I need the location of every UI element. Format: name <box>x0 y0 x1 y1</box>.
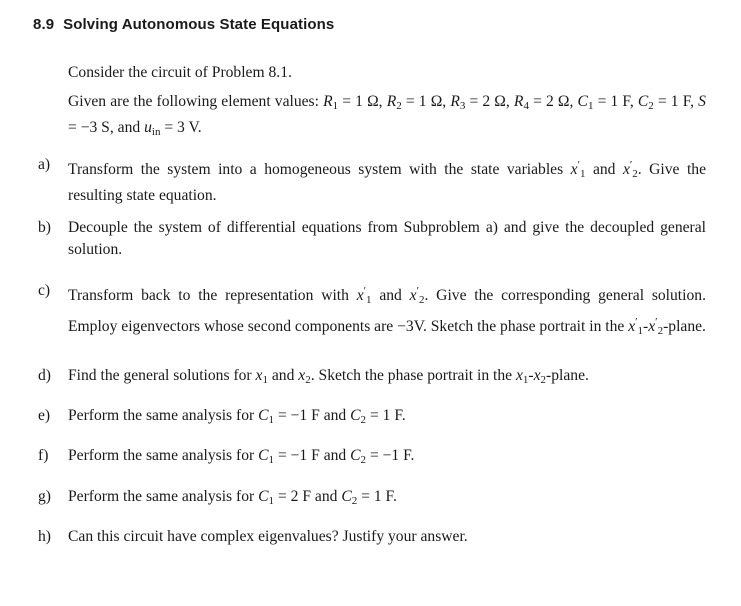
item-text: and <box>323 447 347 464</box>
item-text: -plane. <box>546 367 589 384</box>
subproblem-h <box>38 526 706 548</box>
item-value: = −1 F <box>277 407 320 424</box>
item-text: Decouple the system of differential equations from Subproblem a) and give the decoupled general solution. <box>68 219 706 258</box>
item-text: and <box>592 161 616 178</box>
value-r4: = 2 Ω, <box>533 93 574 110</box>
subproblem-a: a) Transform the system into a homogeneous system with the state variables $x'_1$ and $x'_2$. Give the resulting state equation. <box>38 156 706 204</box>
item-label: h) <box>38 528 51 545</box>
subproblem-e: e) Perform the same analysis for $C_1 = -1$ F and $C_2 = 1$ F. <box>38 407 406 426</box>
item-text: and <box>271 367 295 384</box>
item-text: and <box>379 287 402 304</box>
given-prefix: Given are the following element values: <box>68 93 319 110</box>
item-text: Perform the same analysis for <box>68 488 255 505</box>
item-label: a) <box>38 156 51 173</box>
subproblem-f: f) Perform the same analysis for $C_1 = -1$ F and $C_2 = -1$ F. <box>38 447 415 466</box>
item-text: . Give the corresponding general solution. Employ eigenvectors whose second components are −3V. Sketch the phase portrait in the <box>68 287 706 335</box>
subproblem-d: d) Find the general solutions for $x_1$ and $x_2$. Sketch the phase portrait in the $x_1-x_2$-plane. <box>38 367 589 386</box>
and-word: and <box>117 119 141 136</box>
subproblem-b <box>38 217 706 261</box>
given-values: Given are the following element values: $R_1 = 1$ Ω, $R_2 = 1$ Ω, $R_3 = 2$ Ω, $R_4 = 2$ Ω, $C_1 = 1$ F, $C_2 = 1$ F, S = −3 S, and $u_{in} = 3$ V. <box>68 93 706 138</box>
item-text: . Sketch the phase portrait in the <box>310 367 513 384</box>
item-label: b) <box>38 219 51 236</box>
item-text: Perform the same analysis for <box>68 447 255 464</box>
subproblem-c: c) Transform back to the representation with $x'_1$ and $x'_2$. Give the corresponding general solution. Employ eigenvectors whose second components are −3V. Sketch the phase portrait in the $x'_1-x'_2$-plane. <box>38 282 706 337</box>
intro-text: Consider the circuit of Problem 8.1. <box>68 64 292 81</box>
item-label: e) <box>38 407 51 424</box>
intro-line <box>68 62 706 84</box>
item-text: . Give the resulting state equation. <box>68 161 706 204</box>
item-value: = −1 F. <box>369 447 415 464</box>
item-label: f) <box>38 447 49 464</box>
item-text: Can this circuit have complex eigenvalues? Justify your answer. <box>68 528 468 545</box>
value-c2: = 1 F, <box>657 93 695 110</box>
problem-title: Solving Autonomous State Equations <box>63 16 335 33</box>
value-r1: = 1 Ω, <box>342 93 383 110</box>
item-text: Transform back to the representation with <box>68 287 349 304</box>
value-r3: = 2 Ω, <box>469 93 510 110</box>
item-value: = 1 F. <box>361 488 397 505</box>
item-value: = 2 F <box>277 488 311 505</box>
item-text: and <box>323 407 347 424</box>
item-text: Find the general solutions for <box>68 367 252 384</box>
value-r2: = 1 Ω, <box>405 93 447 110</box>
item-text: Transform the system into a homogeneous system with the state variables <box>68 161 564 178</box>
value-s: = −3 S, <box>68 119 114 136</box>
value-c1: = 1 F, <box>597 93 634 110</box>
subproblem-g: g) Perform the same analysis for $C_1 = 2$ F and $C_2 = 1$ F. <box>38 488 397 507</box>
item-label: d) <box>38 367 51 384</box>
problem-heading <box>33 16 334 33</box>
item-text: Perform the same analysis for <box>68 407 255 424</box>
item-label: c) <box>38 282 51 299</box>
item-label: g) <box>38 488 51 505</box>
value-uin: = 3 V. <box>164 119 202 136</box>
problem-number: 8.9 <box>33 16 55 33</box>
item-value: = −1 F <box>277 447 320 464</box>
item-text: and <box>314 488 338 505</box>
item-value: = 1 F. <box>369 407 406 424</box>
item-text: -plane. <box>663 318 706 335</box>
